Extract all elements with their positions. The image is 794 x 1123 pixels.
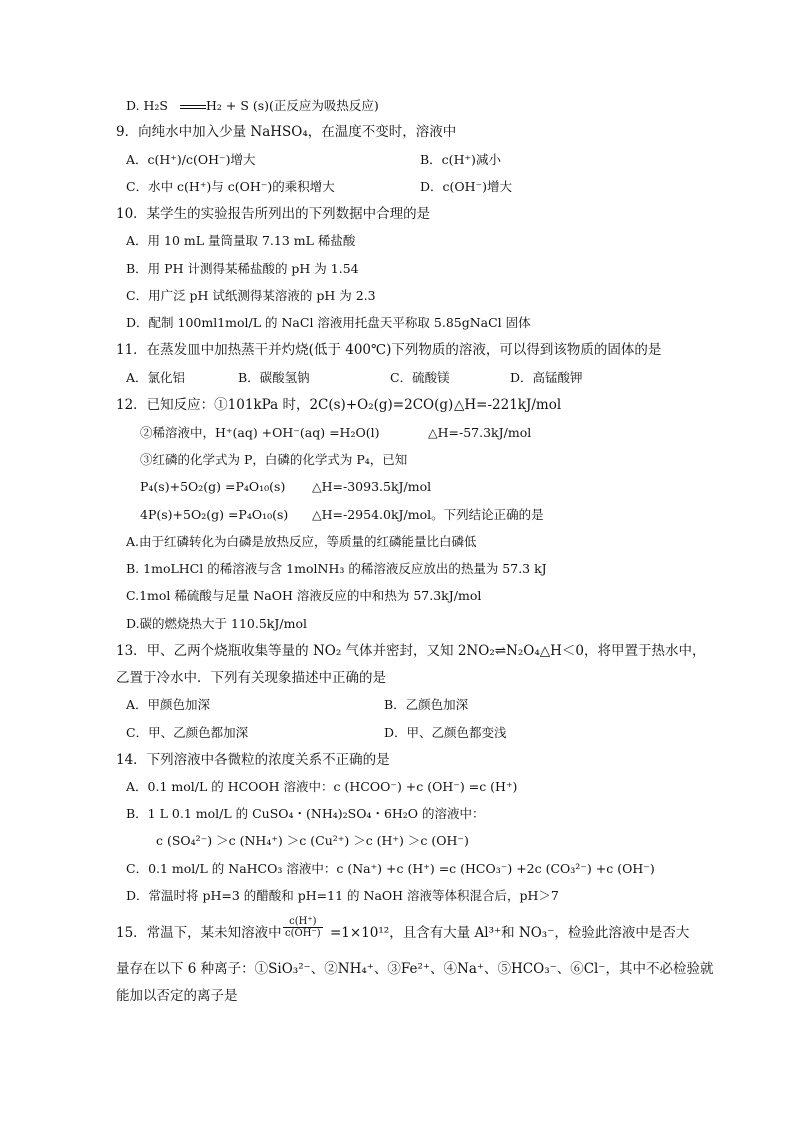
- q14-option-a-text: A．0.1 mol/L 的 HCOOH 溶液中：c (HCOO⁻) +c (OH⁻) =c (H⁺): [126, 779, 518, 794]
- q11-option-d: D．高锰酸钾: [510, 370, 583, 385]
- q15-ion-list-text: 量存在以下 6 种离子：①SiO₃²⁻、②NH₄⁺、③Fe²⁺、④Na⁺、⑤HCO₃⁻、⑥Cl⁻，其中不必检验就: [116, 961, 714, 977]
- q12-phosphorus-text: ③红磷的化学式为 P，白磷的化学式为 P₄，已知: [140, 452, 408, 467]
- q12-reaction-1-dh: △H=-221kJ/mol: [454, 397, 562, 413]
- q8-d-text: D. H₂S: [126, 98, 168, 113]
- q13-option-c: C．甲、乙颜色都加深: [126, 725, 249, 740]
- q9-option-b: B．c(H⁺)减小: [420, 152, 501, 167]
- q12-reaction-3: P₄(s)+5O₂(g) =P₄O₁₀(s): [140, 479, 286, 494]
- q11-option-c: C．硫酸镁: [390, 370, 450, 385]
- q12-option-c-text: C.1mol 稀硫酸与足量 NaOH 溶液反应的中和热为 57.3kJ/mol: [126, 588, 482, 603]
- q8-d-products: H₂ + S (s)(正反应为吸热反应): [206, 98, 379, 113]
- q10-stem-text: 10．某学生的实验报告所列出的下列数据中合理的是: [116, 206, 431, 222]
- q15-stem-cont: =1×10¹²，且含有大量 Al³⁺和 NO₃⁻，检验此溶液中是否大: [330, 925, 690, 941]
- q14-stem-text: 14．下列溶液中各微粒的浓度关系不正确的是: [116, 752, 390, 768]
- q10-option-c-text: C．用广泛 pH 试纸测得某溶液的 pH 为 2.3: [126, 288, 376, 303]
- q12-option-d-text: D.碳的燃烧热大于 110.5kJ/mol: [126, 616, 307, 631]
- fraction-numerator: c(H⁺): [283, 916, 323, 928]
- q14-option-c-text: C．0.1 mol/L 的 NaHCO₃ 溶液中：c (Na⁺) +c (H⁺) =c (HCO₃⁻) +2c (CO₃²⁻) +c (OH⁻): [126, 861, 655, 876]
- q9-option-a: A．c(H⁺)/c(OH⁻)增大: [126, 152, 256, 167]
- equilibrium-arrow-icon: [178, 98, 208, 114]
- q13-stem-cont-text: 乙置于冷水中．下列有关现象描述中正确的是: [116, 670, 386, 686]
- q12-reaction-4: 4P(s)+5O₂(g) =P₄O₁₀(s): [140, 507, 289, 522]
- q9-option-c: C．水中 c(H⁺)与 c(OH⁻)的乘积增大: [126, 179, 335, 194]
- q15-fraction: [282, 916, 324, 939]
- q14-option-b-text: B．1 L 0.1 mol/L 的 CuSO₄・(NH₄)₂SO₄・6H₂O 的溶液中：: [126, 806, 485, 821]
- q12-option-b-text: B. 1moLHCl 的稀溶液与含 1molNH₃ 的稀溶液反应放出的热量为 57.3 kJ: [126, 561, 547, 576]
- q10-option-d-text: D．配制 100ml1mol/L 的 NaCl 溶液用托盘天平称取 5.85gNaCl 固体: [126, 315, 531, 330]
- q15-stem-text: 15．常温下，某未知溶液中: [116, 925, 282, 941]
- q12-reaction-2-dh: △H=-57.3kJ/mol: [428, 425, 532, 440]
- q14-option-b-relation: c (SO₄²⁻) ＞c (NH₄⁺) ＞c (Cu²⁺) ＞c (H⁺) ＞c (OH⁻): [156, 833, 469, 848]
- q10-option-a-text: A．用 10 mL 量筒量取 7.13 mL 稀盐酸: [126, 233, 356, 248]
- q9-option-d: D．c(OH⁻)增大: [420, 179, 513, 194]
- q12-reaction-1: 12．已知反应：①101kPa 时，2C(s)+O₂(g)=2CO(g): [116, 397, 454, 413]
- q12-reaction-4-dh: △H=-2954.0kJ/mol。下列结论正确的是: [312, 507, 544, 522]
- q12-option-a-text: A.由于红磷转化为白磷是放热反应，等质量的红磷能量比白磷低: [126, 534, 477, 549]
- q11-option-b: B．碳酸氢钠: [238, 370, 310, 385]
- q11-option-a: A．氯化铝: [126, 370, 186, 385]
- q14-option-d-text: D．常温时将 pH=3 的醋酸和 pH=11 的 NaOH 溶液等体积混合后，pH＞7: [126, 888, 559, 903]
- q12-reaction-3-dh: △H=-3093.5kJ/mol: [312, 479, 432, 494]
- q9-stem-text: 9．向纯水中加入少量 NaHSO₄，在温度不变时，溶液中: [116, 124, 457, 140]
- q15-question-text: 能加以否定的离子是: [116, 988, 238, 1004]
- fraction-denominator: c(OH⁻): [285, 928, 321, 939]
- q13-option-a: A．甲颜色加深: [126, 697, 211, 712]
- q13-stem-text: 13．甲、乙两个烧瓶收集等量的 NO₂ 气体并密封，又知 2NO₂⇌N₂O₄△H＜0，将甲置于热水中，: [116, 643, 706, 659]
- q13-option-b: B．乙颜色加深: [384, 697, 469, 712]
- q12-reaction-2: ②稀溶液中，H⁺(aq) +OH⁻(aq) =H₂O(l): [140, 425, 380, 440]
- q13-option-d: D．甲、乙颜色都变浅: [384, 725, 507, 740]
- q10-option-b-text: B．用 PH 计测得某稀盐酸的 pH 为 1.54: [126, 261, 359, 276]
- q11-stem-text: 11．在蒸发皿中加热蒸干并灼烧(低于 400℃)下列物质的溶液，可以得到该物质的固体的是: [116, 342, 662, 358]
